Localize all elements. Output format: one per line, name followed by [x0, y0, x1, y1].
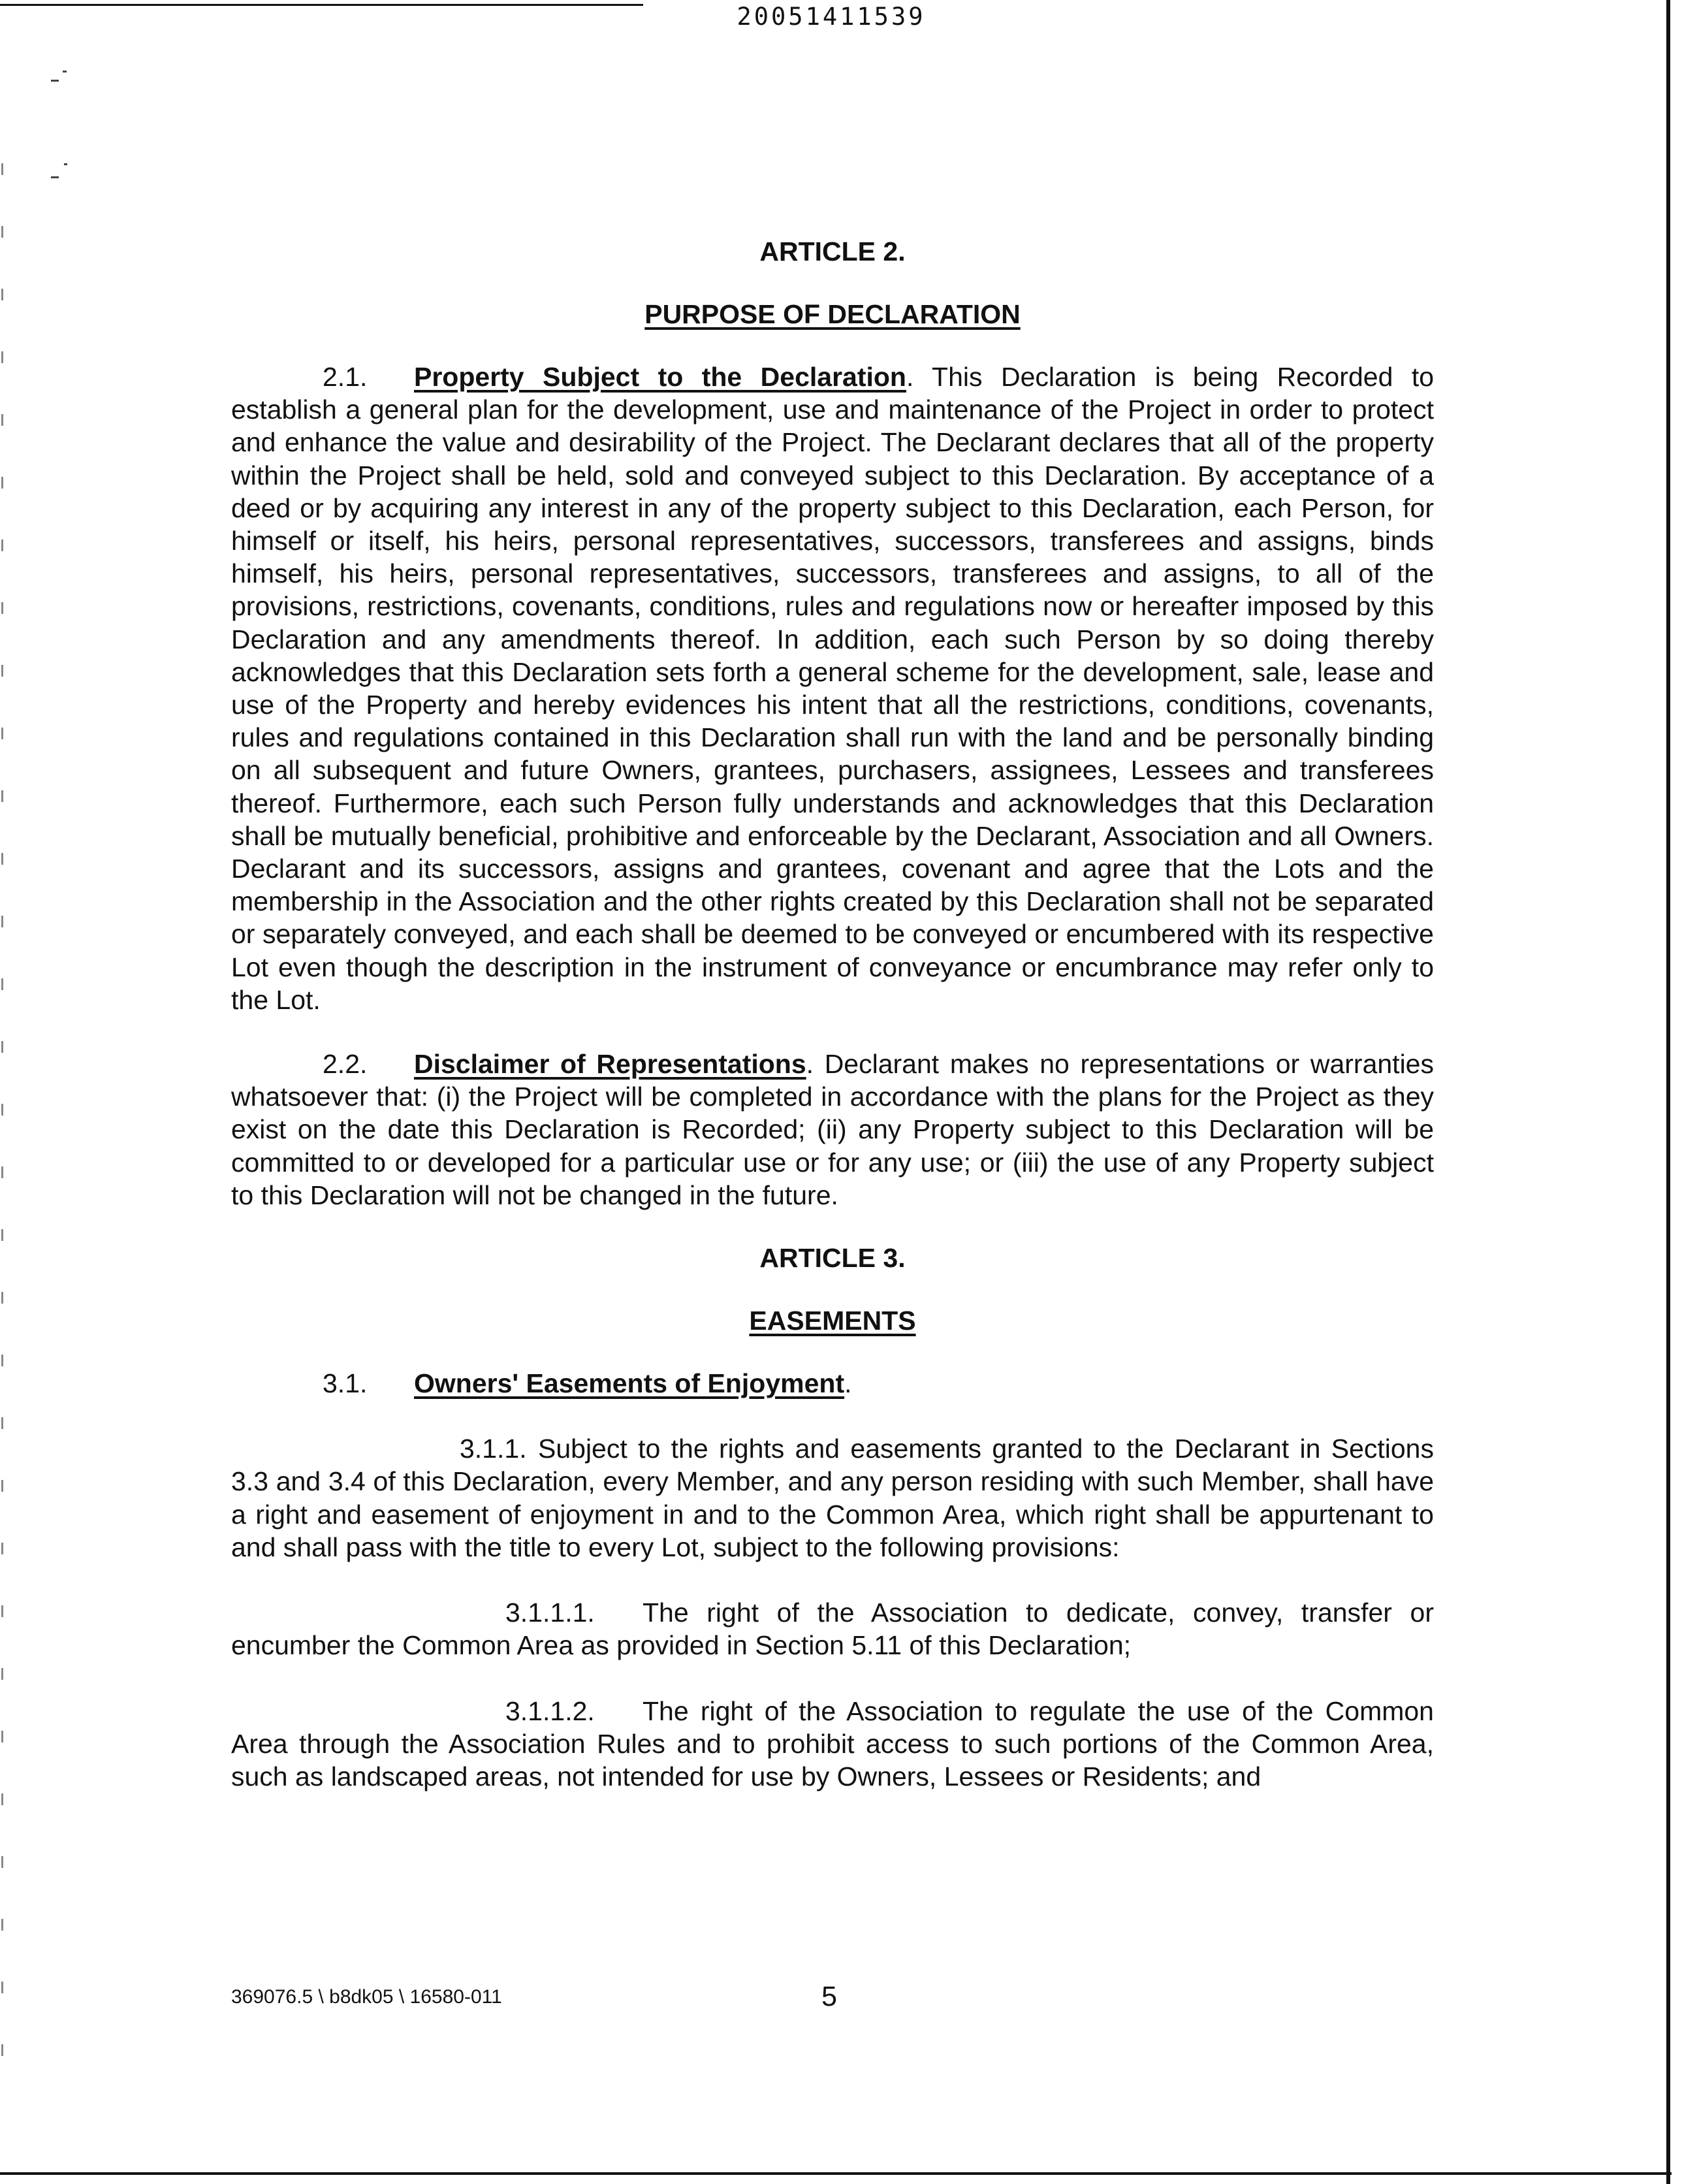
section-2-2-title: Disclaimer of Representations [414, 1049, 806, 1080]
section-3-1-1-number: 3.1.1. [460, 1434, 527, 1464]
section-3-1-1-2-text: The right of the Association to regulate the use of the Common Area through the Association Rules and to prohibit access to such portions of the Common Area, such as landscaped areas, not intended for use by Owners, Lessees or Residents; and [231, 1695, 1434, 1791]
section-3-1-1-text: Subject to the rights and easements granted to the Declarant in Sections 3.3 and 3.4 of this Declaration, every Member, and any person residing with such Member, shall have a right and easement of enjoyment in and to the Common Area, which right shall be appurtenant to and shall pass with the title to every Lot, subject to the following provisions: [231, 1434, 1434, 1562]
recording-number: 20051411539 [737, 3, 926, 31]
section-3-1-1-1-number: 3.1.1.1. [505, 1598, 595, 1628]
scan-bottom-rule [0, 2172, 1672, 2175]
section-2-1-text: . This Declaration is being Recorded to establish a general plan for the development, use and maintenance of the Project in order to protect and enhance the value and desirability of the Project. The Declarant declares that all of the property within the Project shall be held, sold and conveyed subject to this Declaration. By acceptance of a deed or by acquiring any interest in any of the property subject to this Declaration, each Person, for himself or itself, his heirs, personal representatives, successors, transferees and assigns, binds himself, his heirs, personal representatives, successors, transferees and assigns, to all of the provisions, restrictions, covenants, conditions, rules and regulations now or hereafter imposed by this Declaration and any amendments thereof. In addition, each such Person by so doing thereby acknowledges that this Declaration sets forth a general scheme for the development, sale, lease and use of the Property and hereby evidences his intent that all the restrictions, conditions, covenants, rules and regulations contained in this Declaration shall run with the land and be personally binding on all subsequent and future Owners, grantees, purchasers, assignees, Lessees and transferees thereof. Furthermore, each such Person fully understands and acknowledges that this Declaration shall be mutually beneficial, prohibitive and enforceable by the Declarant, Association and all Owners. Declarant and its successors, assigns and grantees, covenant and agree that the Lots and the membership in the Association and the other rights created by this Declaration shall not be separated or separately conveyed, and each shall be deemed to be conveyed or encumbered with its respective Lot even though the description in the instrument of conveyance or encumbrance may refer only to the Lot. [231, 362, 1435, 1015]
scan-speck [63, 71, 67, 72]
article-2-heading: PURPOSE OF DECLARATION [644, 299, 1021, 329]
section-2-1-paragraph [231, 361, 1434, 1016]
section-2-2-number: 2.2. [323, 1049, 368, 1080]
section-3-1-line [323, 1367, 1434, 1400]
scan-right-rule [1666, 0, 1670, 2184]
article-3-heading: EASEMENTS [749, 1306, 916, 1336]
scan-left-edge-marks [1, 163, 3, 2057]
section-3-1-1-1-text: The right of the Association to dedicate, convey, transfer or encumber the Common Area as provided in Section 5.11 of this Declaration; [231, 1598, 1434, 1661]
section-2-2-paragraph [231, 1048, 1434, 1212]
article-3-title: ARTICLE 3. [759, 1243, 906, 1274]
article-2-title: ARTICLE 2. [759, 236, 906, 266]
section-3-1-trail: . [844, 1368, 852, 1399]
section-3-1-1-2-paragraph [231, 1695, 1434, 1793]
section-3-1-number: 3.1. [323, 1368, 368, 1399]
section-3-1-1-1-paragraph [231, 1596, 1434, 1662]
section-2-1-number: 2.1. [323, 362, 368, 392]
footer-document-id: 369076.5 \ b8dk05 \ 16580-011 [231, 1986, 502, 2008]
scan-speck [51, 176, 59, 178]
section-3-1-1-paragraph [231, 1432, 1434, 1564]
scan-speck [64, 163, 67, 165]
section-2-2-text: . Declarant makes no representations or warranties whatsoever that: (i) the Project will be completed in accordance with the plans for the Project as they exist on the date this Declaration is Recorded; (ii) any Property subject to this Declaration will be committed to or developed for a particular use or for any use; or (iii) the use of any Property subject to this Declaration will not be changed in the future. [231, 1049, 1434, 1210]
section-2-1-title: Property Subject to the Declaration [414, 362, 906, 392]
section-3-1-1-2-number: 3.1.1.2. [505, 1695, 595, 1726]
section-3-1-title: Owners' Easements of Enjoyment [414, 1368, 845, 1399]
scan-speck [51, 80, 59, 82]
document-body [231, 235, 1434, 1793]
footer-page-number: 5 [821, 1981, 837, 2012]
